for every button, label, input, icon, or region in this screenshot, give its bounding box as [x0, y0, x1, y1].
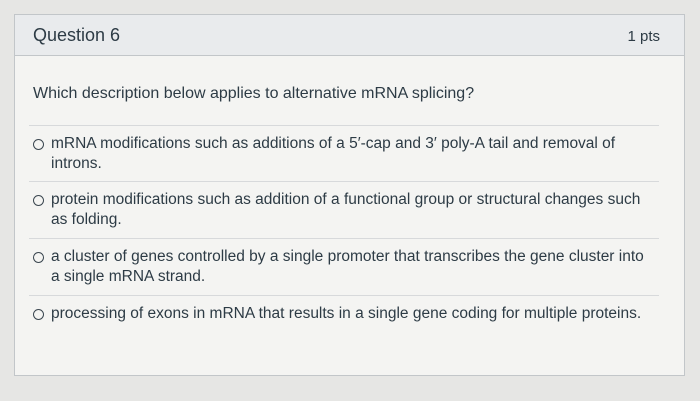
answer-list: [29, 125, 659, 355]
question-header: [15, 15, 684, 56]
answer-option[interactable]: [29, 181, 659, 238]
radio-button[interactable]: [33, 139, 44, 150]
question-card: [14, 14, 685, 376]
answer-option[interactable]: [29, 125, 659, 181]
answer-option[interactable]: [29, 238, 659, 295]
question-text: Which description below applies to alternative mRNA splicing?: [33, 85, 475, 102]
question-points: 1 pts: [627, 28, 660, 45]
radio-button[interactable]: [33, 252, 44, 263]
answer-label[interactable]: protein modifications such as addition of a functional group or structural changes such as folding.: [51, 191, 641, 228]
answer-option[interactable]: [29, 295, 659, 355]
answer-label[interactable]: mRNA modifications such as additions of a 5′-cap and 3′ poly-A tail and removal of introns.: [51, 135, 616, 172]
radio-button[interactable]: [33, 309, 44, 320]
radio-button[interactable]: [33, 195, 44, 206]
answer-label[interactable]: processing of exons in mRNA that results in a single gene coding for multiple proteins.: [51, 305, 642, 322]
question-title: Question 6: [33, 25, 121, 45]
answer-label[interactable]: a cluster of genes controlled by a single promoter that transcribes the gene cluster into a single mRNA strand.: [51, 248, 644, 285]
